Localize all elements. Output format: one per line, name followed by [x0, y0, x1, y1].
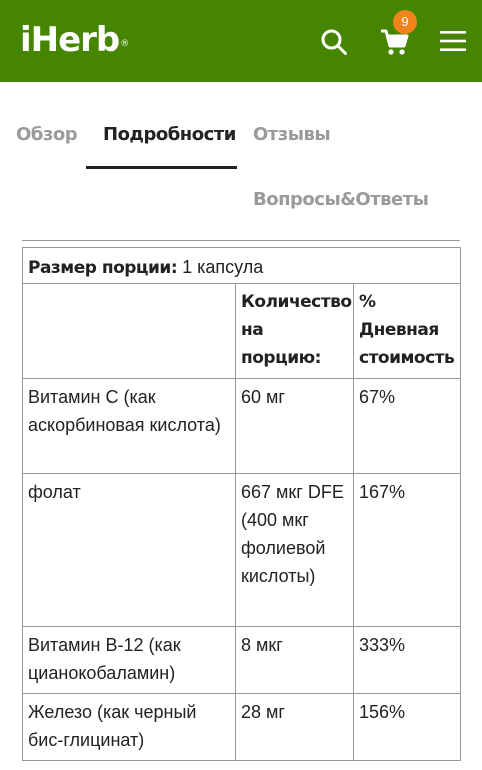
nutrient-name: Железо (как черный бис-глицинат): [23, 694, 236, 761]
table-header-row: [23, 284, 461, 379]
nutrient-amount: 28 мг: [236, 694, 354, 761]
header-cell-daily-value: % Дневная стоимость: [354, 284, 461, 379]
table-row: [23, 379, 461, 474]
nutrient-daily-value: 156%: [354, 694, 461, 761]
hamburger-menu-icon[interactable]: [440, 30, 466, 52]
divider: [22, 240, 460, 241]
table-row: [23, 474, 461, 627]
cart-count-badge: 9: [393, 10, 417, 34]
supplement-facts-table: [22, 247, 461, 761]
top-app-bar: [0, 0, 482, 82]
table-row: [23, 694, 461, 761]
tab-reviews[interactable]: Отзывы: [253, 124, 331, 145]
active-tab-indicator: [86, 166, 237, 169]
serving-size-cell: [23, 248, 461, 284]
search-icon[interactable]: [320, 28, 348, 56]
serving-size-value: 1 капсула: [177, 257, 264, 277]
tab-questions-answers[interactable]: Вопросы&Ответы: [253, 189, 429, 210]
table-row: [23, 627, 461, 694]
nutrient-name: Витамин C (как аскорбиновая кислота): [23, 379, 236, 474]
registered-mark: ®: [120, 39, 129, 49]
product-tabs: [0, 110, 482, 220]
logo-text: iHerb: [20, 20, 120, 60]
iherb-logo[interactable]: [20, 20, 127, 60]
nutrient-amount: 667 мкг DFE (400 мкг фолиевой кислоты): [236, 474, 354, 627]
tab-overview[interactable]: Обзор: [16, 124, 78, 145]
serving-size-row: [23, 248, 461, 284]
nutrient-daily-value: 67%: [354, 379, 461, 474]
nutrient-name: Витамин B-12 (как цианокобаламин): [23, 627, 236, 694]
nutrient-amount: 8 мкг: [236, 627, 354, 694]
nutrient-daily-value: 333%: [354, 627, 461, 694]
tab-details[interactable]: Подробности: [103, 124, 236, 145]
serving-size-label: Размер порции:: [28, 258, 178, 278]
header-cell-empty: [23, 284, 236, 379]
nutrient-daily-value: 167%: [354, 474, 461, 627]
nutrient-name: фолат: [23, 474, 236, 627]
header-cell-amount: Количество на порцию:: [236, 284, 354, 379]
nutrient-amount: 60 мг: [236, 379, 354, 474]
